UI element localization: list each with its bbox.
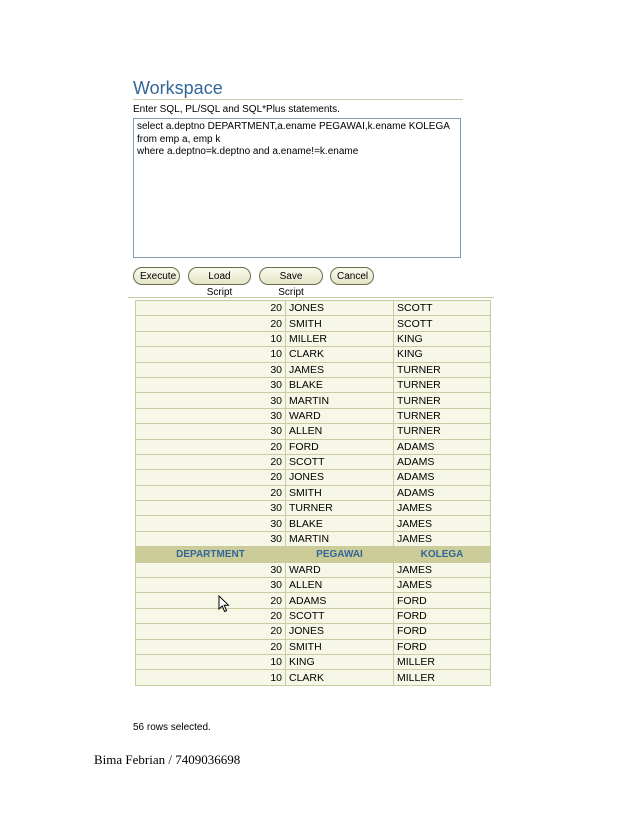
table-row bbox=[136, 331, 491, 346]
cell-pegawai: JONES bbox=[286, 470, 394, 485]
cell-pegawai: CLARK bbox=[286, 347, 394, 362]
instructions-label: Enter SQL, PL/SQL and SQL*Plus statements. bbox=[133, 104, 340, 115]
cell-department: 20 bbox=[136, 301, 286, 316]
cell-kolega: TURNER bbox=[394, 362, 491, 377]
cell-department: 20 bbox=[136, 470, 286, 485]
cell-department: 20 bbox=[136, 639, 286, 654]
sql-editor-textarea[interactable] bbox=[133, 118, 461, 258]
cell-pegawai: TURNER bbox=[286, 501, 394, 516]
table-row bbox=[136, 562, 491, 577]
table-row bbox=[136, 654, 491, 669]
table-row bbox=[136, 439, 491, 454]
cell-department: 30 bbox=[136, 516, 286, 531]
cell-kolega: JAMES bbox=[394, 531, 491, 546]
table-row bbox=[136, 485, 491, 500]
cell-kolega: ADAMS bbox=[394, 485, 491, 500]
cell-kolega: JAMES bbox=[394, 578, 491, 593]
table-row bbox=[136, 593, 491, 608]
table-row bbox=[136, 424, 491, 439]
section-divider bbox=[128, 297, 494, 298]
cell-kolega: FORD bbox=[394, 593, 491, 608]
cell-pegawai: CLARK bbox=[286, 670, 394, 685]
cell-kolega: ADAMS bbox=[394, 470, 491, 485]
mouse-pointer-icon bbox=[218, 595, 232, 613]
table-row bbox=[136, 516, 491, 531]
cell-department: 20 bbox=[136, 454, 286, 469]
table-row bbox=[136, 362, 491, 377]
cell-pegawai: BLAKE bbox=[286, 516, 394, 531]
cell-department: 30 bbox=[136, 393, 286, 408]
cell-pegawai: MARTIN bbox=[286, 393, 394, 408]
cell-pegawai: BLAKE bbox=[286, 377, 394, 392]
table-row bbox=[136, 316, 491, 331]
sql-line: from emp a, emp k bbox=[137, 133, 221, 145]
cell-kolega: FORD bbox=[394, 624, 491, 639]
cell-pegawai: ADAMS bbox=[286, 593, 394, 608]
table-row bbox=[136, 608, 491, 623]
page-title: Workspace bbox=[133, 78, 223, 98]
cell-department: 10 bbox=[136, 347, 286, 362]
cell-pegawai: ALLEN bbox=[286, 424, 394, 439]
rows-selected-status: 56 rows selected. bbox=[133, 722, 211, 733]
cell-kolega: FORD bbox=[394, 608, 491, 623]
table-row bbox=[136, 347, 491, 362]
cell-kolega: KING bbox=[394, 347, 491, 362]
cell-pegawai: WARD bbox=[286, 408, 394, 423]
cell-department: 20 bbox=[136, 624, 286, 639]
cancel-button[interactable]: Cancel bbox=[330, 267, 374, 285]
cell-pegawai: SCOTT bbox=[286, 608, 394, 623]
cell-kolega: JAMES bbox=[394, 562, 491, 577]
column-header-department: DEPARTMENT bbox=[136, 547, 286, 562]
sql-line: where a.deptno=k.deptno and a.ename!=k.ename bbox=[137, 146, 359, 158]
table-header-row bbox=[136, 547, 491, 562]
cell-kolega: TURNER bbox=[394, 424, 491, 439]
cell-pegawai: SCOTT bbox=[286, 454, 394, 469]
cell-pegawai: FORD bbox=[286, 439, 394, 454]
load-script-button[interactable]: Load Script bbox=[188, 267, 251, 285]
cell-department: 30 bbox=[136, 531, 286, 546]
cell-kolega: TURNER bbox=[394, 393, 491, 408]
cell-department: 30 bbox=[136, 408, 286, 423]
cell-pegawai: SMITH bbox=[286, 639, 394, 654]
cell-kolega: TURNER bbox=[394, 408, 491, 423]
cell-department: 30 bbox=[136, 424, 286, 439]
table-row bbox=[136, 470, 491, 485]
cell-pegawai: SMITH bbox=[286, 485, 394, 500]
cell-pegawai: JAMES bbox=[286, 362, 394, 377]
cell-pegawai: MILLER bbox=[286, 331, 394, 346]
cell-department: 30 bbox=[136, 377, 286, 392]
cell-kolega: JAMES bbox=[394, 501, 491, 516]
cell-kolega: MILLER bbox=[394, 670, 491, 685]
cell-kolega: KING bbox=[394, 331, 491, 346]
cell-department: 20 bbox=[136, 485, 286, 500]
title-divider bbox=[133, 99, 463, 100]
cell-kolega: ADAMS bbox=[394, 439, 491, 454]
table-row bbox=[136, 377, 491, 392]
table-row bbox=[136, 393, 491, 408]
cell-department: 10 bbox=[136, 331, 286, 346]
cell-department: 20 bbox=[136, 439, 286, 454]
table-row bbox=[136, 454, 491, 469]
execute-button[interactable]: Execute bbox=[133, 267, 180, 285]
cell-department: 20 bbox=[136, 608, 286, 623]
table-row bbox=[136, 578, 491, 593]
table-row bbox=[136, 408, 491, 423]
cell-department: 30 bbox=[136, 362, 286, 377]
column-header-pegawai: PEGAWAI bbox=[286, 547, 394, 562]
cell-department: 20 bbox=[136, 593, 286, 608]
cell-kolega: SCOTT bbox=[394, 316, 491, 331]
column-header-kolega: KOLEGA bbox=[394, 547, 491, 562]
save-script-button[interactable]: Save Script bbox=[259, 267, 323, 285]
author-footer: Bima Febrian / 7409036698 bbox=[94, 752, 241, 767]
table-row bbox=[136, 639, 491, 654]
table-row bbox=[136, 624, 491, 639]
cell-department: 30 bbox=[136, 562, 286, 577]
cell-pegawai: MARTIN bbox=[286, 531, 394, 546]
cell-department: 10 bbox=[136, 670, 286, 685]
table-row bbox=[136, 531, 491, 546]
cell-pegawai: WARD bbox=[286, 562, 394, 577]
cell-pegawai: ALLEN bbox=[286, 578, 394, 593]
cell-kolega: FORD bbox=[394, 639, 491, 654]
cell-department: 30 bbox=[136, 501, 286, 516]
results-table bbox=[135, 300, 491, 686]
cell-pegawai: JONES bbox=[286, 301, 394, 316]
cell-kolega: SCOTT bbox=[394, 301, 491, 316]
cell-department: 10 bbox=[136, 654, 286, 669]
sql-line: select a.deptno DEPARTMENT,a.ename PEGAWAI,k.ename KOLEGA bbox=[137, 121, 450, 132]
cell-pegawai: KING bbox=[286, 654, 394, 669]
table-row bbox=[136, 301, 491, 316]
cell-kolega: JAMES bbox=[394, 516, 491, 531]
table-row bbox=[136, 670, 491, 685]
cell-department: 20 bbox=[136, 316, 286, 331]
cell-kolega: TURNER bbox=[394, 377, 491, 392]
cell-kolega: MILLER bbox=[394, 654, 491, 669]
cell-department: 30 bbox=[136, 578, 286, 593]
cell-pegawai: SMITH bbox=[286, 316, 394, 331]
cell-kolega: ADAMS bbox=[394, 454, 491, 469]
table-row bbox=[136, 501, 491, 516]
cell-pegawai: JONES bbox=[286, 624, 394, 639]
